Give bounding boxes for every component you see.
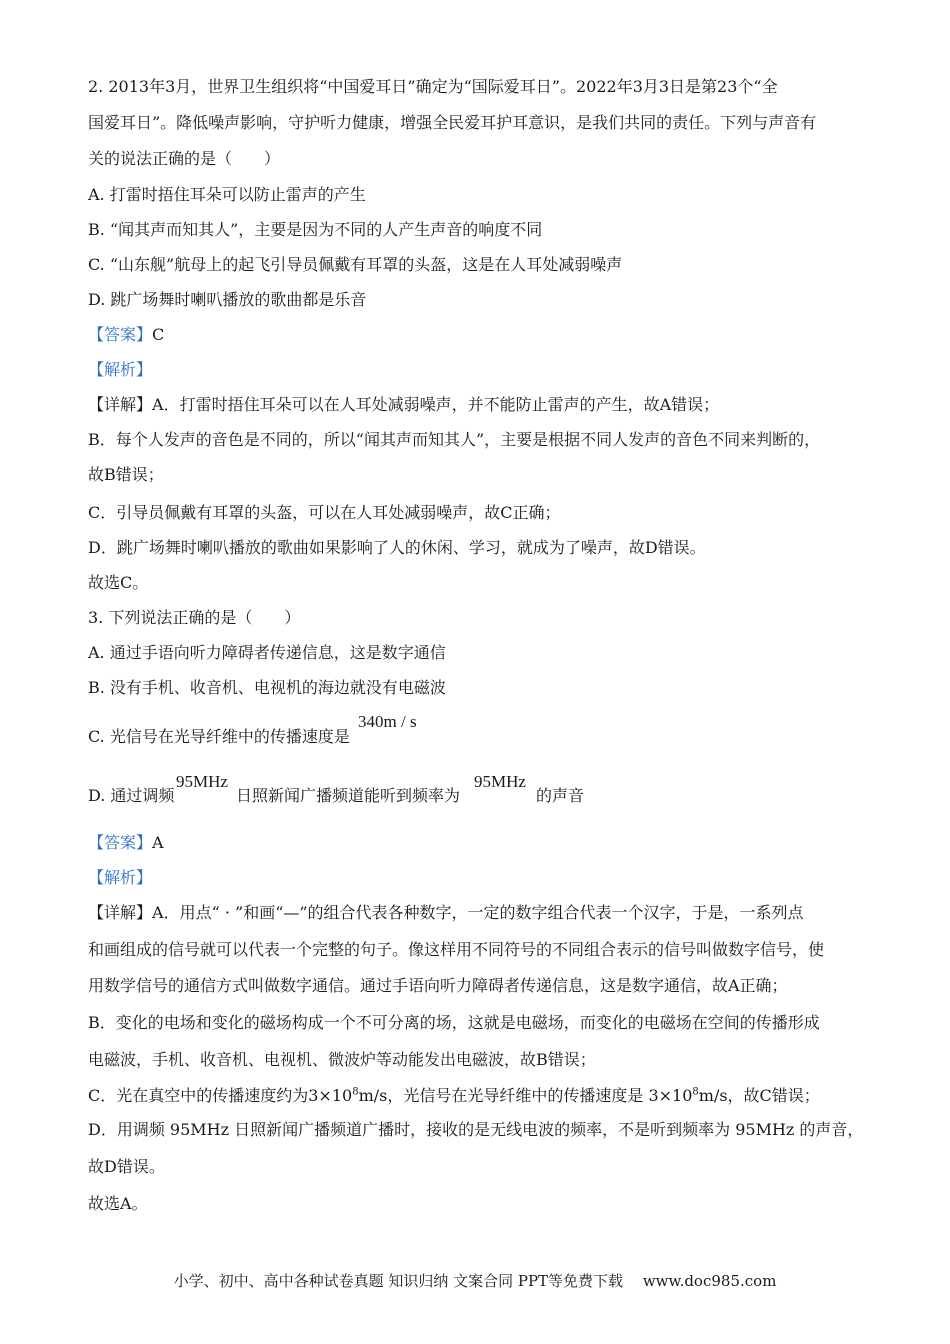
q2-detail-b-line-2: 故B错误； <box>88 465 164 484</box>
q2-detail-d: D．跳广场舞时喇叭播放的歌曲如果影响了人的休闲、学习，就成为了噪声，故D错误。 <box>88 538 706 557</box>
q2-answer-tag: 【答案】 <box>88 325 153 344</box>
q3-answer-tag: 【答案】 <box>88 833 153 852</box>
q3-detail-c-part-2: m/s，光信号在光导纤维中的传播速度是 3×10 <box>358 1086 693 1105</box>
q2-answer-value: C <box>152 325 165 344</box>
q3-answer <box>88 833 164 853</box>
q2-option-c: C. “山东舰”航母上的起飞引导员佩戴有耳罩的头盔，这是在人耳处减弱噪声 <box>88 255 623 274</box>
q3-option-c-math: 340m / s <box>358 712 417 731</box>
q3-option-d-math-1: 95MHz <box>176 772 228 791</box>
q3-detail-a-line-1 <box>88 903 804 923</box>
q3-detail-c-part-1: C．光在真空中的传播速度约为3×10 <box>88 1086 353 1105</box>
q3-option-b: B. 没有手机、收音机、电视机的海边就没有电磁波 <box>88 678 446 697</box>
q3-detail-c-exp-2: 8 <box>692 1086 699 1098</box>
q3-detail-a-line-3: 用数学信号的通信方式叫做数字通信。通过手语向听力障碍者传递信息，这是数字通信，故A正确； <box>88 976 788 995</box>
q3-option-d-part-2: 日照新闻广播频道能听到频率为 <box>236 786 461 805</box>
q2-stem-line-3: 关的说法正确的是（ ） <box>88 149 281 168</box>
q3-stem: 3. 下列说法正确的是（ ） <box>88 608 301 627</box>
q2-stem-line-2: 国爱耳日”。降低噪声影响，守护听力健康，增强全民爱耳护耳意识，是我们共同的责任。下列与声音有 <box>88 113 817 132</box>
q3-detail-b-line-1: B．变化的电场和变化的磁场构成一个不可分离的场，这就是电磁场，而变化的电磁场在空间的传播形成 <box>88 1013 820 1032</box>
q2-conclusion: 故选C。 <box>88 573 149 592</box>
q3-detail-a-line-1-text: A．用点“ · ”和画“—”的组合代表各种数字，一定的数字组合代表一个汉字，于是，一系列点 <box>152 903 804 922</box>
q2-stem-line-1: 2. 2013年3月，世界卫生组织将“中国爱耳日”确定为“国际爱耳日”。2022年3月3日是第23个“全 <box>88 77 778 96</box>
q3-option-a: A. 通过手语向听力障碍者传递信息，这是数字通信 <box>88 643 446 662</box>
q3-detail-a-line-2: 和画组成的信号就可以代表一个完整的句子。像这样用不同符号的不同组合表示的信号叫做数字信号，使 <box>88 940 825 959</box>
q2-option-b: B. “闻其声而知其人”，主要是因为不同的人产生声音的响度不同 <box>88 220 543 239</box>
q3-option-c: C. 光信号在光导纤维中的传播速度是 <box>88 727 350 746</box>
q3-detail-tag: 【详解】 <box>88 903 153 922</box>
page-footer: 小学、初中、高中各种试卷真题 知识归纳 文案合同 PPT等免费下载 www.doc985.com <box>173 1272 777 1290</box>
q2-option-a: A. 打雷时捂住耳朵可以防止雷声的产生 <box>88 185 366 204</box>
q2-answer <box>88 325 164 345</box>
q3-detail-c-part-3: m/s，故C错误； <box>698 1086 820 1105</box>
q2-detail-a <box>88 395 719 415</box>
q2-analysis-tag: 【解析】 <box>88 360 153 379</box>
q2-detail-a-text: A．打雷时捂住耳朵可以在人耳处减弱噪声，并不能防止雷声的产生，故A错误； <box>152 395 720 414</box>
q3-analysis-tag: 【解析】 <box>88 868 153 887</box>
q2-option-d: D. 跳广场舞时喇叭播放的歌曲都是乐音 <box>88 290 367 309</box>
q3-conclusion: 故选A。 <box>88 1194 148 1213</box>
q3-detail-d-line-1: D．用调频 95MHz 日照新闻广播频道广播时，接收的是无线电波的频率，不是听到频率为 95MHz 的声音， <box>88 1120 864 1139</box>
q3-option-d-math-2: 95MHz <box>474 772 526 791</box>
q3-detail-c <box>88 1086 820 1106</box>
q2-detail-tag: 【详解】 <box>88 395 153 414</box>
q3-detail-d-line-2: 故D错误。 <box>88 1157 165 1176</box>
q3-option-d-part-3: 的声音 <box>536 786 585 805</box>
q3-detail-c-exp-1: 8 <box>352 1086 359 1098</box>
q2-detail-c: C．引导员佩戴有耳罩的头盔，可以在人耳处减弱噪声，故C正确； <box>88 503 561 522</box>
q3-option-d-part-1: D. 通过调频 <box>88 786 175 805</box>
q2-detail-b-line-1: B．每个人发声的音色是不同的，所以“闻其声而知其人”，主要是根据不同人发声的音色不同来判断的， <box>88 430 821 449</box>
q3-answer-value: A <box>152 833 164 852</box>
q3-detail-b-line-2: 电磁波，手机、收音机、电视机、微波炉等动能发出电磁波，故B错误； <box>88 1050 596 1069</box>
